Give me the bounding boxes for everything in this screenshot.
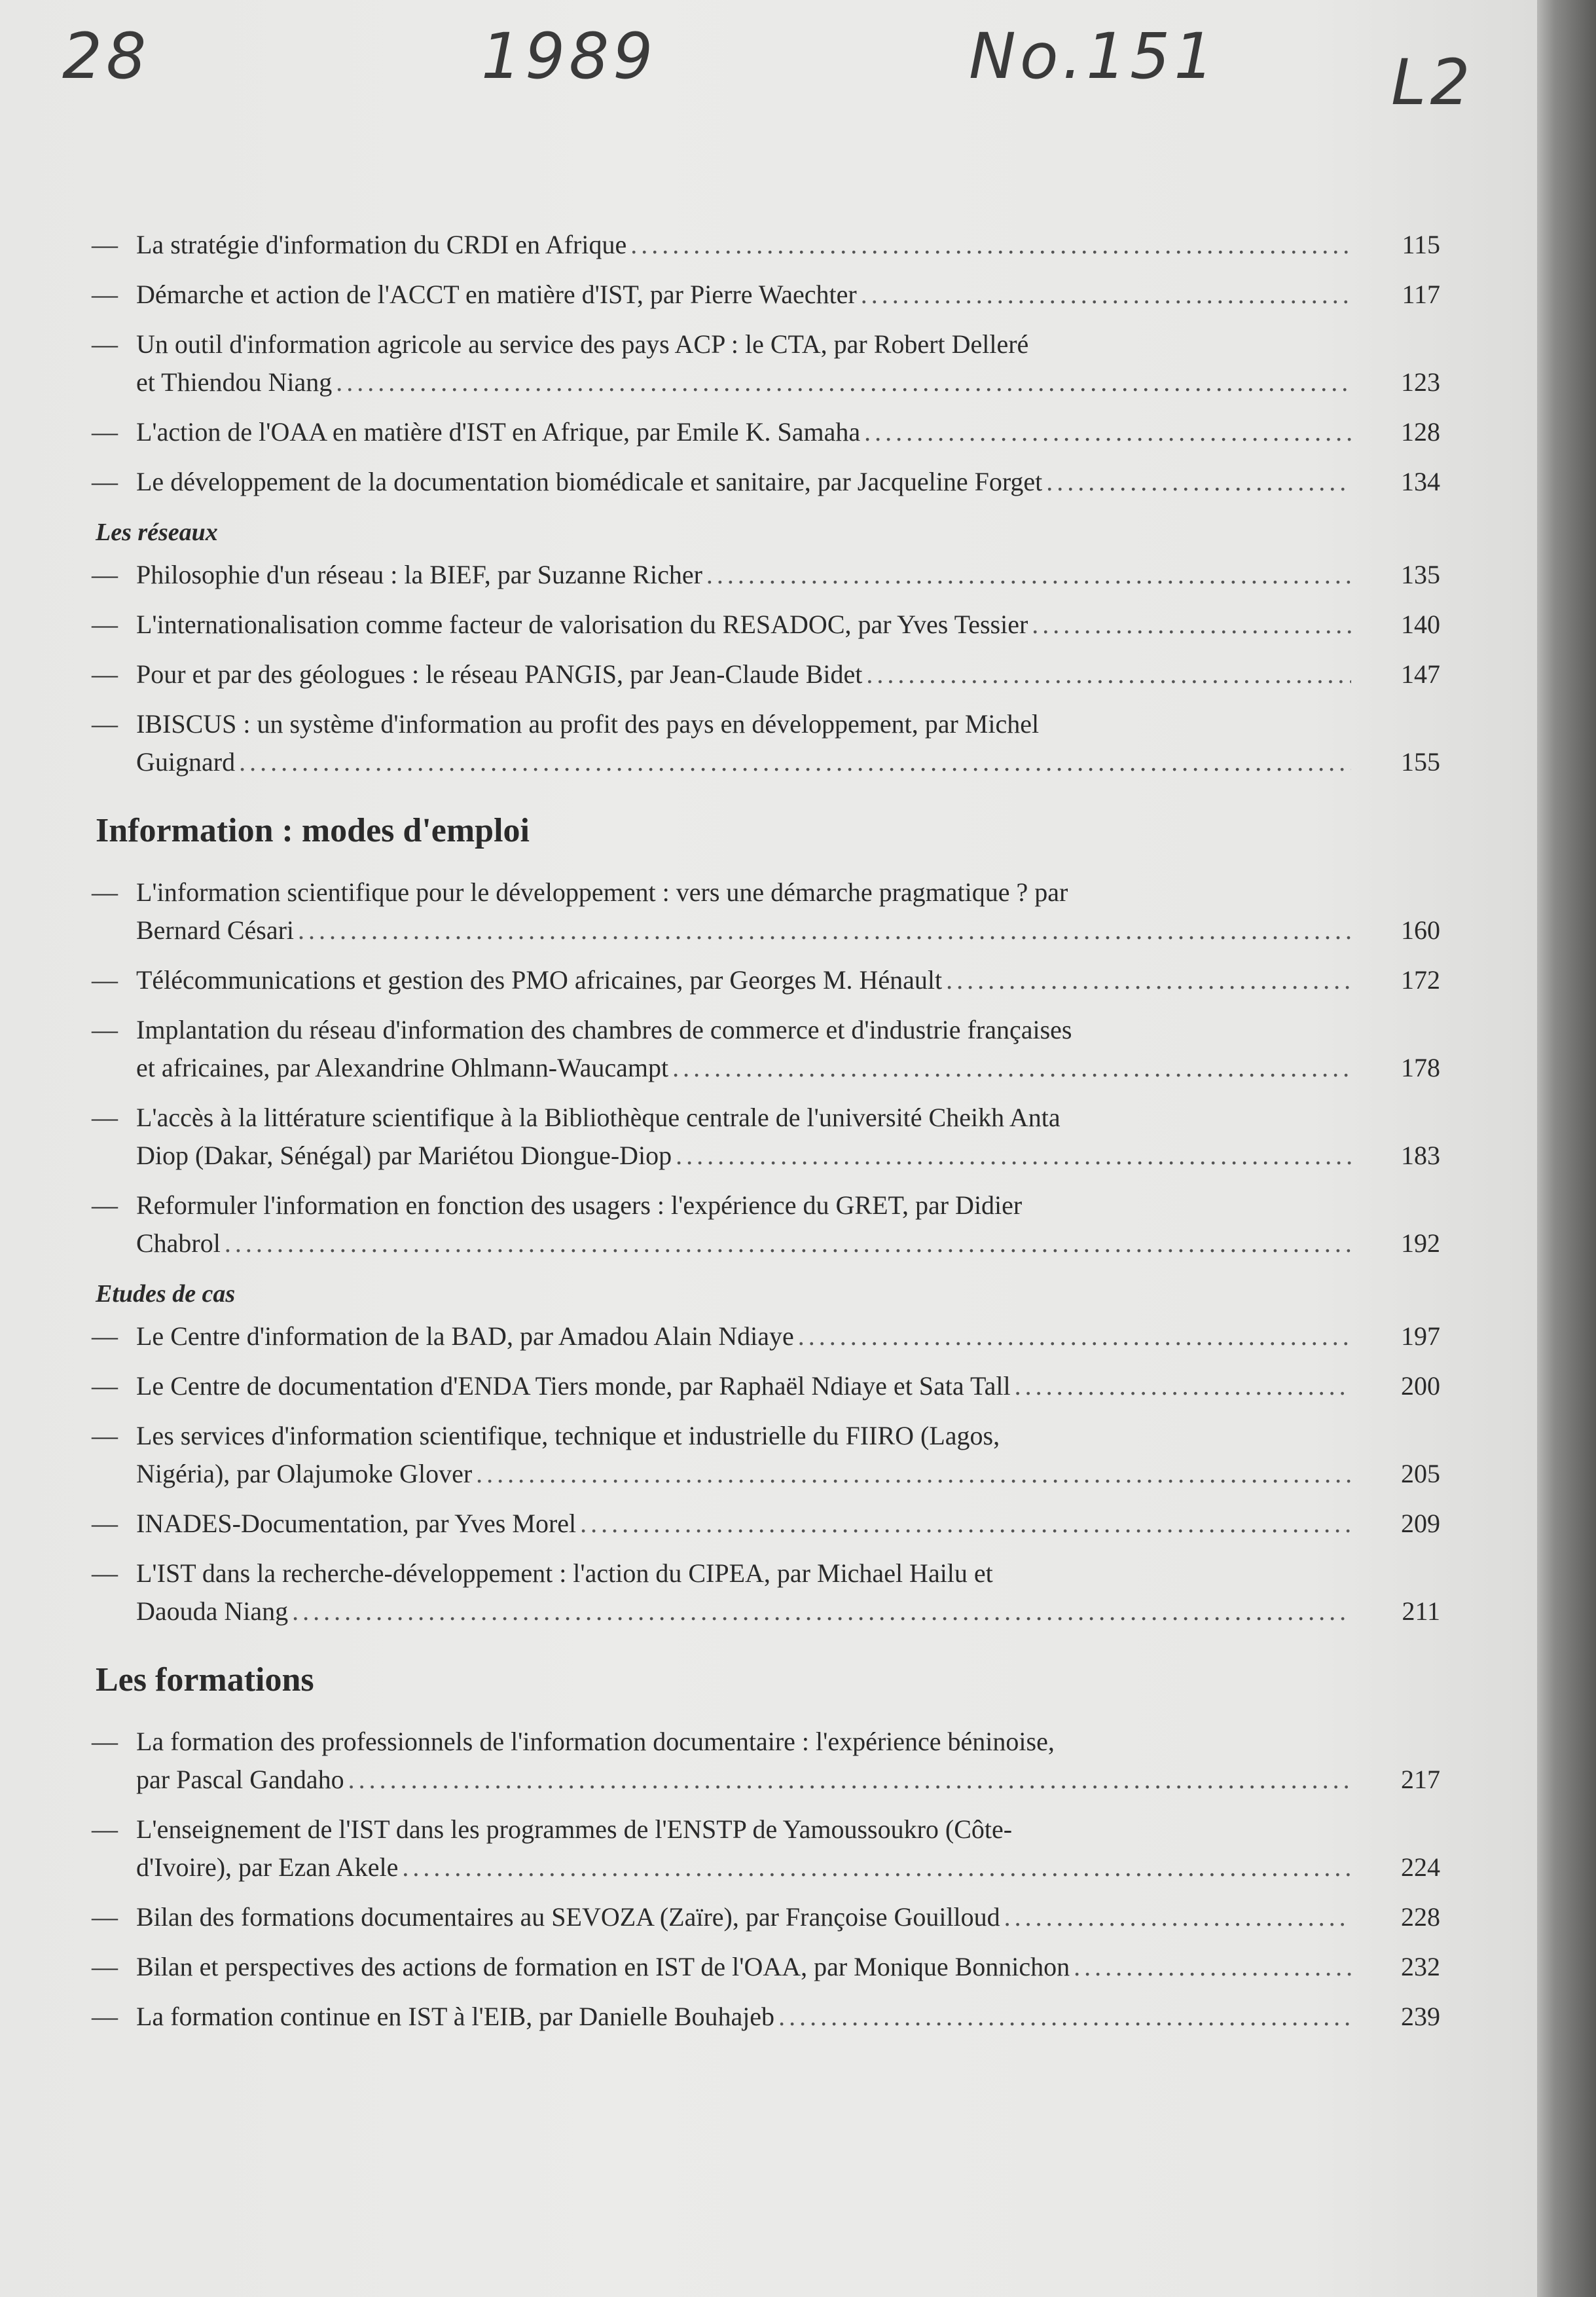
entry-text: Bilan et perspectives des actions de formation en IST de l'OAA, par Monique Bonnichon: [136, 1952, 1070, 1981]
leader-dots: [336, 363, 1351, 401]
toc-entry: [92, 1998, 1440, 2036]
toc-entry: [92, 961, 1440, 999]
toc-entry: [92, 606, 1440, 644]
toc-entry: [92, 873, 1440, 949]
toc-entry: [92, 226, 1440, 264]
entry-text: Implantation du réseau d'information des chambres de commerce et d'industrie françaises: [136, 1015, 1072, 1044]
entry-dash: —: [92, 1509, 118, 1538]
entry-dash: —: [92, 1558, 118, 1588]
entry-text: et africaines, par Alexandrine Ohlmann-Waucampt: [136, 1053, 669, 1082]
toc-entry: [92, 1810, 1440, 1886]
entry-text: Nigéria), par Olajumoke Glover: [136, 1459, 473, 1488]
entry-text: Un outil d'information agricole au service des pays ACP : le CTA, par Robert Delleré: [136, 329, 1029, 359]
entry-dash: —: [92, 1371, 118, 1401]
entry-text: Philosophie d'un réseau : la BIEF, par Suzanne Richer: [136, 560, 702, 589]
toc-entry: [92, 1948, 1440, 1986]
entry-dash: —: [92, 2002, 118, 2031]
toc-entry: [92, 1186, 1440, 1262]
entry-text: Démarche et action de l'ACCT en matière d'IST, par Pierre Waechter: [136, 280, 857, 309]
toc-entry: [92, 1317, 1440, 1355]
leader-dots: [866, 655, 1351, 693]
entry-text: Le Centre d'information de la BAD, par Amadou Alain Ndiaye: [136, 1321, 794, 1351]
toc-entry: [92, 1505, 1440, 1543]
leader-dots: [476, 1455, 1351, 1493]
entry-text: La stratégie d'information du CRDI en Afrique: [136, 230, 627, 259]
subsection-heading: Etudes de cas: [96, 1280, 236, 1308]
handwritten-code: L2: [1391, 46, 1474, 119]
page-number: 178: [1401, 1053, 1440, 1082]
leader-dots: [861, 276, 1351, 314]
leader-dots: [778, 1998, 1351, 2036]
entry-dash: —: [92, 1952, 118, 1981]
entry-text: Guignard: [136, 747, 236, 777]
entry-dash: —: [92, 965, 118, 995]
entry-dash: —: [92, 1902, 118, 1932]
toc-entry: [92, 413, 1440, 451]
entry-dash: —: [92, 1321, 118, 1351]
entry-text: par Pascal Gandaho: [136, 1765, 344, 1794]
entry-text: Télécommunications et gestion des PMO africaines, par Georges M. Hénault: [136, 965, 943, 995]
page-number: 192: [1401, 1228, 1440, 1258]
toc-entry: [92, 556, 1440, 594]
leader-dots: [798, 1317, 1351, 1355]
page-number: 205: [1401, 1459, 1440, 1488]
entry-dash: —: [92, 467, 118, 496]
entry-text: Daouda Niang: [136, 1596, 289, 1626]
entry-dash: —: [92, 659, 118, 689]
entry-text: La formation continue en IST à l'EIB, par Danielle Bouhajeb: [136, 2002, 775, 2031]
toc-entry: [92, 325, 1440, 401]
handwritten-year: 1989: [481, 20, 657, 93]
table-of-contents: [92, 226, 1440, 2048]
toc-entry: [92, 1099, 1440, 1175]
leader-dots: [1046, 463, 1351, 501]
toc-entry: [92, 655, 1440, 693]
toc-entry: [92, 1011, 1440, 1087]
page-number: 140: [1401, 610, 1440, 639]
leader-dots: [1074, 1948, 1351, 1986]
page-number: 160: [1401, 915, 1440, 945]
leader-dots: [1032, 606, 1351, 644]
handwritten-number: 28: [62, 20, 151, 93]
page-number: 239: [1401, 2002, 1440, 2031]
entry-text: IBISCUS : un système d'information au profit des pays en développement, par Michel: [136, 709, 1040, 739]
entry-text: d'Ivoire), par Ezan Akele: [136, 1852, 399, 1882]
toc-entry: [92, 1723, 1440, 1799]
page-number: 134: [1401, 467, 1440, 496]
toc-entry: [92, 1898, 1440, 1936]
page-edge: [1537, 0, 1596, 2297]
leader-dots: [1004, 1898, 1351, 1936]
section-heading: Information : modes d'emploi: [96, 812, 530, 849]
page-number: 232: [1401, 1952, 1440, 1981]
entry-dash: —: [92, 329, 118, 359]
page-number: 115: [1402, 230, 1440, 259]
entry-text: L'IST dans la recherche-développement : l'action du CIPEA, par Michael Hailu et: [136, 1558, 993, 1588]
leader-dots: [630, 226, 1351, 264]
entry-text: La formation des professionnels de l'information documentaire : l'expérience béninoise,: [136, 1727, 1055, 1756]
entry-text: Pour et par des géologues : le réseau PANGIS, par Jean-Claude Bidet: [136, 659, 863, 689]
leader-dots: [672, 1049, 1351, 1087]
page-number: 155: [1401, 747, 1440, 777]
page-number: 197: [1401, 1321, 1440, 1351]
toc-entry: [92, 705, 1440, 781]
page-number: 228: [1401, 1902, 1440, 1932]
entry-text: INADES-Documentation, par Yves Morel: [136, 1509, 577, 1538]
entry-text: Diop (Dakar, Sénégal) par Mariétou Diongue-Diop: [136, 1141, 672, 1170]
toc-entry: [92, 1367, 1440, 1405]
entry-dash: —: [92, 1421, 118, 1450]
entry-dash: —: [92, 230, 118, 259]
entry-text: Chabrol: [136, 1228, 221, 1258]
leader-dots: [348, 1761, 1351, 1799]
entry-text: L'enseignement de l'IST dans les programmes de l'ENSTP de Yamoussoukro (Côte-: [136, 1814, 1013, 1844]
page-number: 123: [1401, 367, 1440, 397]
toc-entry: [92, 1417, 1440, 1493]
entry-text: Le Centre de documentation d'ENDA Tiers monde, par Raphaël Ndiaye et Sata Tall: [136, 1371, 1011, 1401]
page-number: 147: [1401, 659, 1440, 689]
entry-text: Bernard Césari: [136, 915, 295, 945]
page-number: 224: [1401, 1852, 1440, 1882]
leader-dots: [676, 1137, 1351, 1175]
page-number: 128: [1401, 417, 1440, 447]
entry-dash: —: [92, 560, 118, 589]
entry-text: Bilan des formations documentaires au SEVOZA (Zaïre), par Françoise Gouilloud: [136, 1902, 1000, 1932]
entry-dash: —: [92, 877, 118, 907]
entry-dash: —: [92, 417, 118, 447]
toc-entry: [92, 463, 1440, 501]
page-number: 200: [1401, 1371, 1440, 1401]
entry-dash: —: [92, 1103, 118, 1132]
page-number: 183: [1401, 1141, 1440, 1170]
entry-text: Le développement de la documentation biomédicale et sanitaire, par Jacqueline Forget: [136, 467, 1043, 496]
leader-dots: [1015, 1367, 1351, 1405]
entry-text: Les services d'information scientifique, technique et industrielle du FIIRO (Lagos,: [136, 1421, 1000, 1450]
page-number: 209: [1401, 1509, 1440, 1538]
toc-entry: [92, 1554, 1440, 1630]
entry-text: Reformuler l'information en fonction des usagers : l'expérience du GRET, par Didier: [136, 1190, 1023, 1220]
leader-dots: [292, 1592, 1351, 1630]
entry-text: L'internationalisation comme facteur de valorisation du RESADOC, par Yves Tessier: [136, 610, 1028, 639]
entry-dash: —: [92, 1727, 118, 1756]
leader-dots: [298, 911, 1351, 949]
leader-dots: [946, 961, 1351, 999]
entry-dash: —: [92, 280, 118, 309]
entry-text: L'information scientifique pour le développement : vers une démarche pragmatique ? par: [136, 877, 1068, 907]
entry-dash: —: [92, 1190, 118, 1220]
leader-dots: [580, 1505, 1351, 1543]
page-number: 135: [1401, 560, 1440, 589]
leader-dots: [402, 1848, 1351, 1886]
entry-dash: —: [92, 1015, 118, 1044]
entry-text: L'accès à la littérature scientifique à la Bibliothèque centrale de l'université Cheikh Anta: [136, 1103, 1061, 1132]
leader-dots: [864, 413, 1351, 451]
leader-dots: [706, 556, 1351, 594]
entry-text: et Thiendou Niang: [136, 367, 333, 397]
leader-dots: [225, 1224, 1351, 1262]
page-number: 172: [1401, 965, 1440, 995]
handwritten-issue: No.151: [969, 20, 1218, 93]
entry-dash: —: [92, 1814, 118, 1844]
entry-dash: —: [92, 610, 118, 639]
leader-dots: [239, 743, 1351, 781]
toc-entry: [92, 276, 1440, 314]
page-number: 211: [1402, 1596, 1440, 1626]
section-heading: Les formations: [96, 1661, 314, 1699]
page-number: 117: [1402, 280, 1440, 309]
subsection-heading: Les réseaux: [96, 519, 218, 546]
entry-text: L'action de l'OAA en matière d'IST en Afrique, par Emile K. Samaha: [136, 417, 861, 447]
page-number: 217: [1401, 1765, 1440, 1794]
entry-dash: —: [92, 709, 118, 739]
